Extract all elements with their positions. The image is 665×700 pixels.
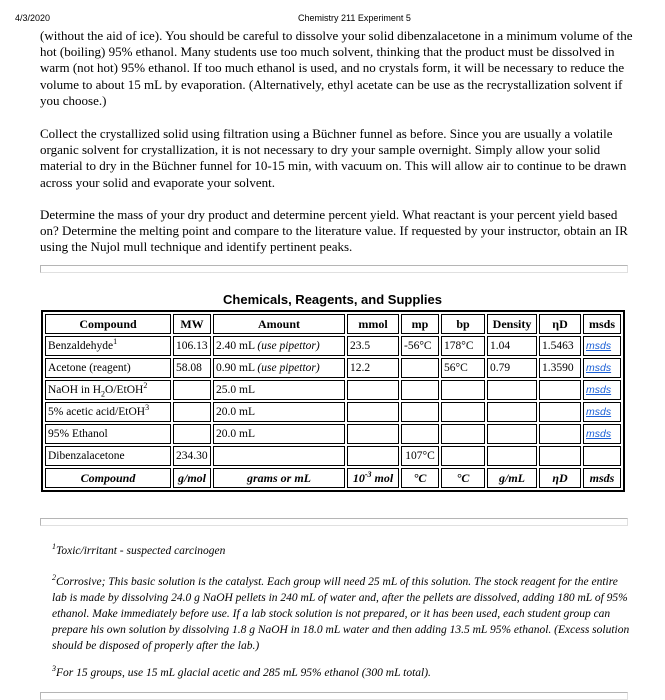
msds-link-benzaldehyde[interactable]: msds (586, 340, 612, 352)
nd-cell (539, 446, 581, 466)
density-cell: 0.79 (487, 358, 537, 378)
density-cell (487, 380, 537, 400)
units-nd: ηD (539, 468, 581, 488)
msds-cell (583, 358, 621, 378)
mw-cell (173, 402, 211, 422)
density-cell: 1.04 (487, 336, 537, 356)
density-cell (487, 446, 537, 466)
units-mw: g/mol (173, 468, 211, 488)
msds-link-acetone[interactable]: msds (586, 362, 612, 374)
amount-cell: 20.0 mL (213, 424, 345, 444)
units-amount: grams or mL (213, 468, 345, 488)
msds-link-acetic-acid[interactable]: msds (586, 406, 612, 418)
units-bp: °C (441, 468, 485, 488)
mmol-cell (347, 424, 399, 444)
units-msds: msds (583, 468, 621, 488)
col-mw: MW (173, 314, 211, 334)
mw-cell: 58.08 (173, 358, 211, 378)
table-row (45, 358, 621, 378)
table-title: Chemicals, Reagents, and Supplies (223, 292, 442, 307)
paragraph-recrystallization: (without the aid of ice). You should be careful to dissolve your solid dibenzalacetone in a minimum volume of the hot (boiling) 95% ethanol. Many students use too much solvent, thinking that the product must be dissolved in warm (not hot) 95% ethanol. If too much ethanol is used, and no crystals form, it will be necessary to reduce the volume to about 15 mL by evaporation. (Alternatively, ethyl acetate can be use as the recrystallization solvent if you choose.) (40, 28, 633, 108)
nd-cell (539, 380, 581, 400)
mw-cell: 106.13 (173, 336, 211, 356)
section-divider (40, 518, 628, 526)
mp-cell (401, 402, 439, 422)
footnote-2: $^2$Corrosive; This basic solution is the catalyst. Each group will need 25 mL of this solution. The stock reagent for the entire lab is made by dissolving 24.0 g NaOH pellets in 240 mL of water and, after the pellets are dissolved, adding 180 mL of 95% ethanol. Make immediately before use. If a lab stock solution is not prepared, or it has been used, each student group can prepare his own solution by dissolving 1.8 g NaOH in 18.0 mL water and then adding 13.5 mL 95% ethanol. (Excess solution should be disposed of properly after the lab.) (52, 573, 630, 652)
col-amount: Amount (213, 314, 345, 334)
bp-cell (441, 380, 485, 400)
mmol-cell (347, 380, 399, 400)
msds-cell (583, 424, 621, 444)
col-nd: ηD (539, 314, 581, 334)
units-density: g/mL (487, 468, 537, 488)
mp-cell (401, 424, 439, 444)
mw-cell (173, 380, 211, 400)
nd-cell: 1.5463 (539, 336, 581, 356)
mw-cell: 234.30 (173, 446, 211, 466)
amount-cell: 0.90 mL (use pipettor) (213, 358, 345, 378)
paragraph-filtration: Collect the crystallized solid using filtration using a Büchner funnel as before. Since you are usually a volatile organic solvent for crystallization, it is not necessary to dry your sample overnight. Simply allow your solid material to dry in the Büchner funnel for 10-15 min, with vacuum on. This will allow air to continue to be drawn across your solid and evaporate your solvent. (40, 126, 627, 190)
mmol-cell: 12.2 (347, 358, 399, 378)
mw-cell (173, 424, 211, 444)
units-mp: °C (401, 468, 439, 488)
table-row (45, 402, 621, 422)
compound-cell: NaOH in $H_2O/EtOH^2$ (45, 380, 171, 400)
mp-cell: 107°C (401, 446, 439, 466)
mp-cell: -56°C (401, 336, 439, 356)
bp-cell (441, 424, 485, 444)
msds-cell (583, 336, 621, 356)
msds-cell (583, 380, 621, 400)
bp-cell: 178°C (441, 336, 485, 356)
nd-cell: 1.3590 (539, 358, 581, 378)
msds-link-naoh[interactable]: msds (586, 384, 612, 396)
mmol-cell: 23.5 (347, 336, 399, 356)
bp-cell (441, 402, 485, 422)
msds-cell (583, 446, 621, 466)
table-row (45, 446, 621, 466)
density-cell (487, 402, 537, 422)
compound-cell: Benzaldehyde$^1$ (45, 336, 171, 356)
table-units-row (45, 468, 621, 488)
table-header-row (45, 314, 621, 334)
header-title: Chemistry 211 Experiment 5 (298, 13, 411, 23)
units-compound: Compound (45, 468, 171, 488)
table-row (45, 424, 621, 444)
section-divider (40, 265, 628, 273)
col-msds: msds (583, 314, 621, 334)
col-compound: Compound (45, 314, 171, 334)
header-date: 4/3/2020 (15, 13, 51, 23)
table-row (45, 336, 621, 356)
units-mmol: $10^{-3}$ mol (347, 468, 399, 488)
col-density: Density (487, 314, 537, 334)
nd-cell (539, 402, 581, 422)
compound-cell: 95% Ethanol (45, 424, 171, 444)
compound-cell: Dibenzalacetone (45, 446, 171, 466)
nd-cell (539, 424, 581, 444)
section-divider (40, 692, 628, 700)
paragraph-yield: Determine the mass of your dry product and determine percent yield. What reactant is your percent yield based on? Determine the melting point and compare to the literature value. If requested by your instructor, obtain an IR using the Nujol mull technique and identify pertinent peaks. (40, 207, 628, 255)
bp-cell: 56°C (441, 358, 485, 378)
amount-cell: 2.40 mL (use pipettor) (213, 336, 345, 356)
col-bp: bp (441, 314, 485, 334)
mp-cell (401, 380, 439, 400)
footnote-1: $^1$Toxic/irritant - suspected carcinogen (52, 542, 226, 557)
mp-cell (401, 358, 439, 378)
chemicals-table (41, 310, 625, 492)
msds-link-ethanol[interactable]: msds (586, 428, 612, 440)
compound-cell: 5% acetic acid/EtOH$^3$ (45, 402, 171, 422)
amount-cell: 20.0 mL (213, 402, 345, 422)
table-row (45, 380, 621, 400)
density-cell (487, 424, 537, 444)
mmol-cell (347, 446, 399, 466)
footnote-3: $^3$For 15 groups, use 15 mL glacial acetic and 285 mL 95% ethanol (300 mL total). (52, 664, 431, 679)
msds-cell (583, 402, 621, 422)
bp-cell (441, 446, 485, 466)
mmol-cell (347, 402, 399, 422)
compound-cell: Acetone (reagent) (45, 358, 171, 378)
col-mp: mp (401, 314, 439, 334)
amount-cell (213, 446, 345, 466)
col-mmol: mmol (347, 314, 399, 334)
amount-cell: 25.0 mL (213, 380, 345, 400)
